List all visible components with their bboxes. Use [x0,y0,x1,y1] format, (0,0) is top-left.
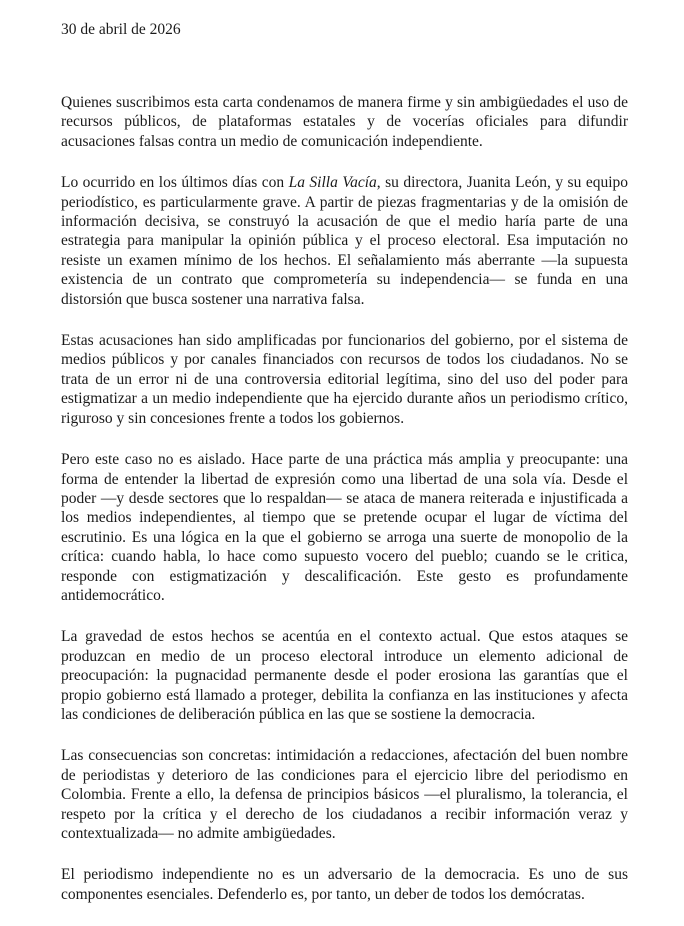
paragraph-6: Las consecuencias son concretas: intimidación a redacciones, afectación del buen nombre de periodistas y deterioro de las condiciones para el ejercicio libre del periodismo en Colombia. Frente a ello, la defensa de principios básicos —el pluralismo, la tolerancia, el respeto por la crítica y el derecho de los ciudadanos a recibir información veraz y contextualizada— no admite ambigüedades. [61,747,628,842]
paragraph-2-rest: , su directora, Juanita León, y su equipo periodístico, es particularmente grave. A partir de piezas fragmentarias y de la omisión de información decisiva, se construyó la acusación de que el medio haría parte de una estrategia para manipular la opinión pública y el proceso electoral. Esa imputación no resiste un examen mínimo de los hechos. El señalamiento más aberrante —la supuesta existencia de un contrato que comprometería su independencia— se funda en una distorsión que busca sostener una narrativa falsa. [61,174,628,308]
letter-body [61,93,628,926]
paragraph-3: Estas acusaciones han sido amplificadas por funcionarios del gobierno, por el sistema de medios públicos y por canales financiados con recursos de todos los ciudadanos. No se trata de un error ni de una controversia editorial legítima, sino del uso del poder para estigmatizar a un medio independiente que ha ejercido durante años un periodismo crítico, riguroso y sin concesiones frente a todos los gobiernos. [61,332,628,427]
paragraph-5: La gravedad de estos hechos se acentúa en el contexto actual. Que estos ataques se produzcan en medio de un proceso electoral introduce un elemento adicional de preocupación: la pugnacidad permanente desde el poder erosiona las garantías que el propio gobierno está llamado a proteger, debilita la confianza en las instituciones y afecta las condiciones de deliberación pública en las que se sostiene la democracia. [61,628,628,723]
paragraph-7: El periodismo independiente no es un adversario de la democracia. Es uno de sus componentes esenciales. Defenderlo es, por tanto, un deber de todos los demócratas. [61,866,628,903]
publication-name: La Silla Vacía [288,174,377,192]
paragraph-2-intro: Lo ocurrido en los últimos días con [61,174,289,192]
paragraph-1: Quienes suscribimos esta carta condenamos de manera firme y sin ambigüedades el uso de recursos públicos, de plataformas estatales y de vocerías oficiales para difundir acusaciones falsas contra un medio de comunicación independiente. [61,94,628,150]
letter-date: 30 de abril de 2026 [61,21,181,38]
paragraph-4: Pero este caso no es aislado. Hace parte de una práctica más amplia y preocupante: una forma de entender la libertad de expresión como una libertad de una sola vía. Desde el poder —y desde sectores que lo respaldan— se ataca de manera reiterada e injustificada a los medios independientes, al tiempo que se pretende ocupar el lugar de víctima del escrutinio. Es una lógica en la que el gobierno se arroga una suerte de monopolio de la crítica: cuando habla, lo hace como supuesto vocero del pueblo; cuando se le critica, responde con estigmatización y descalificación. Este gesto es profundamente antidemocrático. [61,451,628,604]
paragraph-2 [61,173,628,309]
